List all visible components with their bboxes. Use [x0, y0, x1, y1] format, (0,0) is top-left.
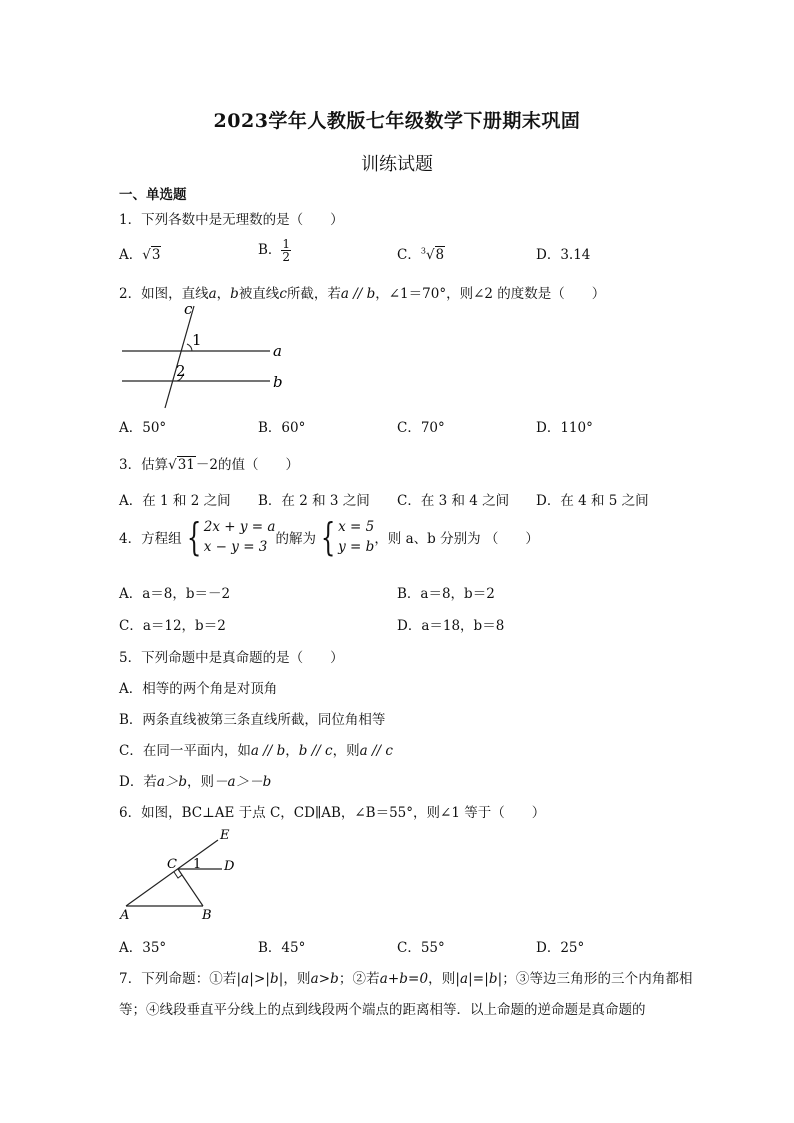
q5-text: C．在同一平面内，如 [119, 743, 251, 759]
q2-text: ，∠1＝70°，则∠2 的度数是（ ） [375, 286, 606, 302]
question-3-stem: 3．估算√31－2的值（ ） [119, 457, 299, 473]
q2-var-b: b [230, 286, 239, 302]
label-a: A [120, 908, 130, 923]
q2-option-d: D．110° [536, 420, 593, 436]
q5-parallel-bc: b // c [298, 743, 333, 759]
label-1: 1 [193, 857, 202, 872]
q2-figure [110, 300, 300, 410]
q3-text: 的值（ ） [217, 457, 299, 473]
q5-text: ，则 [187, 774, 215, 790]
solution-2: y = b [338, 539, 375, 555]
question-5-stem: 5．下列命题中是真命题的是（ ） [119, 650, 344, 666]
q2-option-a: A．50° [119, 420, 167, 436]
q3-option-a: A．在 1 和 2 之间 [119, 493, 231, 509]
q5-inequality: a＞b [156, 774, 188, 790]
label-c: C [167, 857, 177, 872]
q7-text: 7．下列命题：①若 [119, 971, 237, 987]
q4-option-c: C．a＝12，b＝2 [119, 618, 226, 634]
page-title: 2023学年人教版七年级数学下册期末巩固 [213, 110, 581, 132]
q7-math: a+b=0 [379, 971, 429, 987]
label-b: b [273, 373, 283, 391]
q6-option-b: B．45° [258, 940, 306, 956]
q2-var-a: a [208, 286, 217, 302]
q7-text: ；②若 [338, 971, 380, 987]
label-1: 1 [192, 331, 202, 349]
q5-option-d [119, 770, 271, 790]
q2-text: 所截，若 [286, 286, 341, 302]
q1-option-c-label: C． [397, 247, 421, 263]
q7-math: |a|>|b| [236, 971, 284, 987]
q7-text: ，则 [428, 971, 456, 987]
q3-radicand: 31 [177, 457, 195, 473]
label-a: a [273, 342, 282, 360]
solution-system [338, 517, 374, 557]
q7-text: ；③等边三角形的三个内角都相 [502, 971, 693, 987]
system-brace: { [186, 515, 201, 559]
root-index: 3 [420, 246, 426, 256]
q2-text: 被直线 [238, 286, 280, 302]
q7-math: a>b [310, 971, 339, 987]
q2-option-b: B．60° [258, 420, 306, 436]
page-subtitle: 训练试题 [361, 154, 433, 175]
label-d: D [224, 859, 235, 874]
q1-option-b-label: B． [258, 242, 282, 258]
solution-1: x = 5 [338, 519, 375, 535]
equation-2: x − y = 3 [203, 539, 268, 555]
equation-1: 2x + y = a [203, 519, 276, 535]
q3-option-d: D．在 4 和 5 之间 [536, 493, 649, 509]
label-c: c [184, 300, 193, 318]
q5-text: D．若 [119, 774, 157, 790]
q3-option-c: C．在 3 和 4 之间 [397, 493, 510, 509]
q4-text: 4．方程组 [119, 531, 182, 547]
q2-var-c: c [279, 286, 287, 302]
label-b: B [202, 908, 212, 923]
fraction-denominator: 2 [282, 250, 291, 264]
q1-option-b-fraction [281, 238, 291, 263]
q4-option-a: A．a＝8，b＝－2 [119, 586, 231, 602]
segment-bc [178, 869, 203, 906]
line-ae [126, 840, 218, 906]
q6-option-c: C．55° [397, 940, 445, 956]
q1-option-c-radicand: 8 [435, 247, 445, 263]
q5-parallel-ac: a // c [359, 743, 393, 759]
section-heading: 一、单选题 [119, 187, 187, 203]
q4-text: ，则 a、b 分别为 （ ） [374, 531, 539, 547]
question-6-stem: 6．如图，BC⊥AE 于点 C，CD∥AB，∠B＝55°，则∠1 等于（ ） [119, 805, 546, 821]
q5-result: －a＞－b [214, 774, 272, 790]
q4-option-d: D．a＝18，b＝8 [397, 618, 505, 634]
q5-text: ， [285, 743, 299, 759]
q7-math: |a|=|b| [455, 971, 503, 987]
q5-option-c [119, 739, 393, 759]
q6-option-a: A．35° [119, 940, 167, 956]
equation-system [204, 517, 276, 557]
q1-option-c: C．$^3$√8 [397, 246, 445, 263]
q1-option-a-radicand: 3 [151, 247, 161, 263]
q1-option-a: A．√3 [119, 247, 161, 263]
q6-figure [114, 826, 254, 926]
q1-option-d: D．3.14 [536, 247, 591, 263]
q5-option-b: B．两条直线被第三条直线所截，同位角相等 [119, 712, 386, 728]
question-1-stem: 1．下列各数中是无理数的是（ ） [119, 212, 344, 228]
q4-text: 的解为 [275, 531, 316, 547]
q5-parallel-ab: a // b [250, 743, 286, 759]
q4-option-b: B．a＝8，b＝2 [397, 586, 495, 602]
q3-option-b: B．在 2 和 3 之间 [258, 493, 370, 509]
q3-text: 3．估算 [119, 457, 169, 473]
label-e: E [220, 828, 230, 843]
q6-option-d: D．25° [536, 940, 585, 956]
question-7-stem-line-2: 等；④线段垂直平分线上的点到线段两个端点的距离相等．以上命题的逆命题是真命题的 [119, 1002, 646, 1018]
q1-option-b [258, 238, 291, 263]
label-2: 2 [176, 362, 186, 380]
q5-option-a: A．相等的两个角是对顶角 [119, 681, 278, 697]
q2-parallel: a // b [340, 286, 376, 302]
q7-text: ，则 [283, 971, 311, 987]
q2-text: 2．如图，直线 [119, 286, 209, 302]
q3-text: －2 [195, 457, 218, 473]
question-4-stem [119, 517, 539, 557]
question-2-stem [119, 282, 605, 302]
solution-brace: { [320, 515, 336, 559]
line-c [165, 306, 194, 408]
q5-text: ，则 [332, 743, 360, 759]
q1-option-a-label: A． [119, 247, 143, 263]
q2-text: ， [216, 286, 231, 302]
q2-option-c: C．70° [397, 420, 445, 436]
question-7-stem-line-1 [119, 967, 693, 987]
fraction-numerator: 1 [282, 237, 291, 251]
